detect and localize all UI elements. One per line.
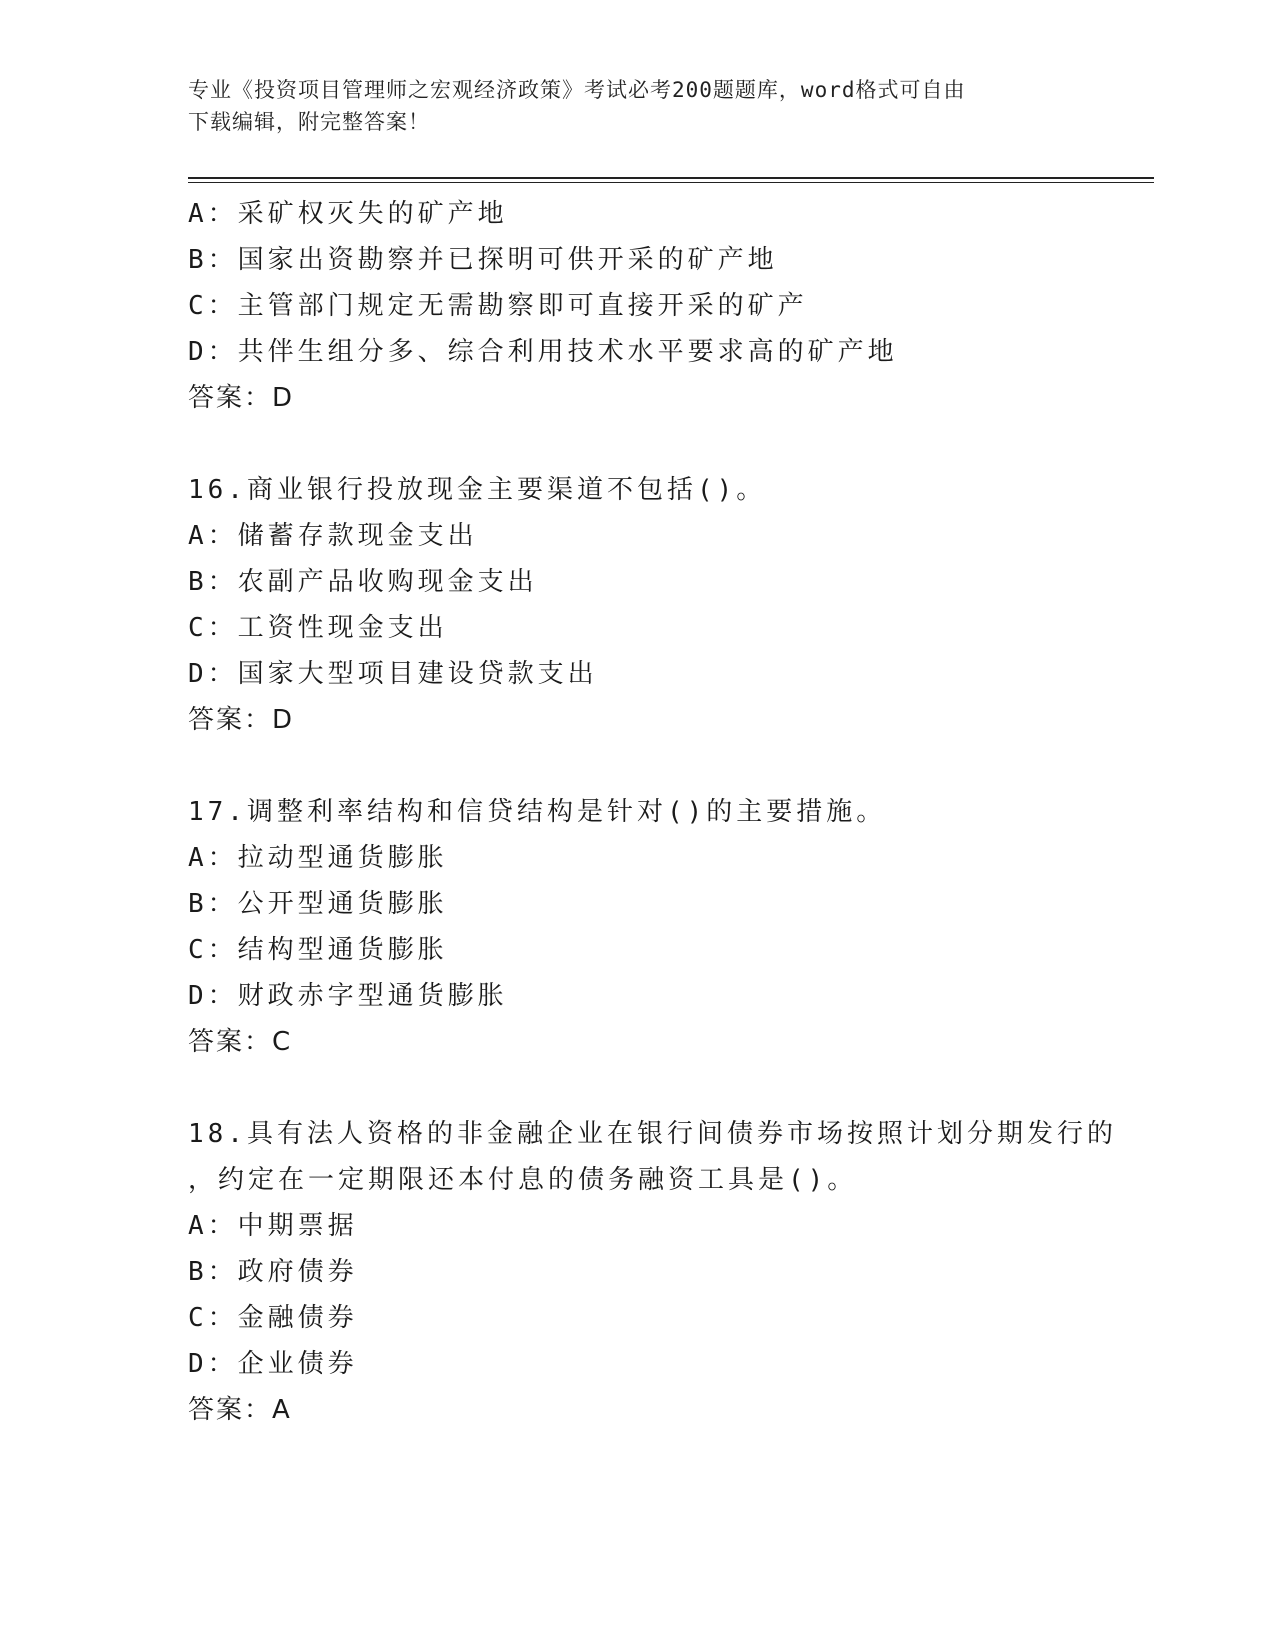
option-b: B：农副产品收购现金支出 <box>188 567 538 597</box>
answer-line: 答案：A <box>188 1395 292 1425</box>
question-block-15 <box>188 191 1088 421</box>
option-a: A：储蓄存款现金支出 <box>188 521 478 551</box>
option-b: B：国家出资勘察并已探明可供开采的矿产地 <box>188 245 778 275</box>
option-d: D：国家大型项目建设贷款支出 <box>188 659 598 689</box>
option-d: D：财政赤字型通货膨胀 <box>188 981 508 1011</box>
option-c: C：主管部门规定无需勘察即可直接开采的矿产 <box>188 291 808 321</box>
question-stem-line-2: ，约定在一定期限还本付息的债务融资工具是()。 <box>188 1165 858 1195</box>
option-b: B：公开型通货膨胀 <box>188 889 448 919</box>
header-line-2: 下载编辑，附完整答案！ <box>188 110 430 134</box>
header-divider-thick <box>188 177 1154 179</box>
option-a: A：中期票据 <box>188 1211 358 1241</box>
question-block-18 <box>188 1111 1117 1433</box>
answer-line: 答案：C <box>188 1027 293 1057</box>
option-c: C：工资性现金支出 <box>188 613 448 643</box>
option-c: C：金融债券 <box>188 1303 358 1333</box>
question-stem: 17.调整利率结构和信贷结构是针对()的主要措施。 <box>188 797 887 827</box>
option-d: D：共伴生组分多、综合利用技术水平要求高的矿产地 <box>188 337 898 367</box>
question-stem: 16.商业银行投放现金主要渠道不包括()。 <box>188 475 767 505</box>
question-stem-line-1: 18.具有法人资格的非金融企业在银行间债券市场按照计划分期发行的 <box>188 1119 1117 1149</box>
question-block-16 <box>188 467 1088 743</box>
answer-line: 答案：D <box>188 383 295 413</box>
option-d: D：企业债券 <box>188 1349 358 1379</box>
answer-line: 答案：D <box>188 705 295 735</box>
option-a: A：采矿权灭失的矿产地 <box>188 199 508 229</box>
option-a: A：拉动型通货膨胀 <box>188 843 448 873</box>
header-divider-thin <box>188 182 1154 183</box>
option-b: B：政府债券 <box>188 1257 358 1287</box>
header-line-1: 专业《投资项目管理师之宏观经济政策》考试必考200题题库，word格式可自由 <box>188 78 966 102</box>
question-block-17 <box>188 789 1088 1065</box>
option-c: C：结构型通货膨胀 <box>188 935 448 965</box>
document-header <box>188 74 1068 138</box>
question-list <box>188 191 1117 1433</box>
